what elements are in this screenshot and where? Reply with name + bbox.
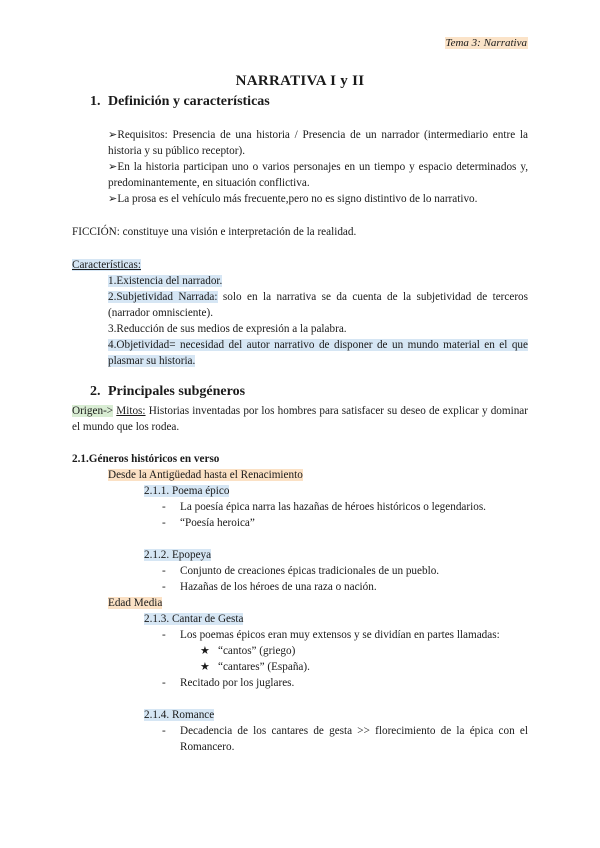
- poema-epico-item-1-text: La poesía épica narra las hazañas de héroes históricos o legendarios.: [180, 501, 486, 513]
- cantar-gesta-item-1-text: Los poemas épicos eran muy extensos y se dividían en partes llamadas:: [180, 629, 500, 641]
- star-icon: ★: [200, 661, 210, 673]
- cantar-gesta-item-2-text: Recitado por los juglares.: [180, 677, 295, 689]
- poema-epico-title-text: 2.1.1. Poema épico: [144, 485, 230, 497]
- caracteristica-item-4: [108, 337, 528, 369]
- section2-heading: [90, 384, 245, 400]
- dash-bullet: -: [162, 501, 166, 513]
- caracteristica-item-4-text: 4.Objetividad= necesidad del autor narrativo de disponer de un mundo material en el que plasmar su historia.: [108, 339, 528, 367]
- origen-paragraph: [72, 403, 528, 435]
- mitos-label: Mitos:: [116, 405, 146, 417]
- epopeya-title: [144, 547, 211, 563]
- epopeya-item-2: [162, 579, 377, 595]
- cantar-gesta-title: [144, 611, 243, 627]
- page-title: NARRATIVA I y II: [235, 73, 365, 89]
- epopeya-item-2-text: Hazañas de los héroes de una raza o nación.: [180, 581, 377, 593]
- romance-item-1: [162, 723, 528, 755]
- cantar-star-item-2-text: “cantares” (España).: [218, 661, 310, 673]
- caracteristica-item-1: [108, 273, 222, 289]
- cantar-star-item-1-text: “cantos” (griego): [218, 645, 296, 657]
- dash-bullet: -: [162, 677, 166, 689]
- origen-label: Origen->: [72, 405, 114, 417]
- running-header: Tema 3: Narrativa: [445, 37, 527, 49]
- ficcion-definition: FICCIÓN: constituye una visión e interpretación de la realidad.: [72, 226, 357, 238]
- section1-number: 1.: [90, 94, 101, 109]
- section1-heading: [90, 94, 270, 110]
- dash-bullet: -: [162, 725, 166, 737]
- poema-epico-item-2-text: “Poesía heroica”: [180, 517, 255, 529]
- romance-title: [144, 707, 214, 723]
- prosa-paragraph: ➢La prosa es el vehículo más frecuente,pero no es signo distintivo de lo narrativo.: [108, 193, 478, 205]
- caracteristica-item-1-text: 1.Existencia del narrador.: [108, 275, 223, 287]
- poema-epico-item-2: [162, 515, 255, 531]
- romance-item-1-text: Decadencia de los cantares de gesta >> florecimiento de la épica con el Romancero.: [180, 725, 528, 753]
- section1-title: Definición y características: [108, 94, 270, 109]
- cantar-gesta-item-1: [162, 627, 500, 643]
- caracteristica-item-2: [108, 289, 528, 321]
- epopeya-item-1: [162, 563, 439, 579]
- star-icon: ★: [200, 645, 210, 657]
- caracteristicas-label: [72, 257, 141, 273]
- section2-title: Principales subgéneros: [108, 384, 246, 399]
- epopeya-item-1-text: Conjunto de creaciones épicas tradicionales de un pueblo.: [180, 565, 440, 577]
- dash-bullet: -: [162, 581, 166, 593]
- romance-title-text: 2.1.4. Romance: [144, 709, 215, 721]
- caracteristica-item-2-text: solo en la narrativa se da cuenta de la subjetividad de terceros (narrador omnisciente).: [108, 291, 528, 319]
- period-edad-media-text: Edad Media: [108, 597, 163, 609]
- cantar-star-item-2: [200, 659, 310, 675]
- cantar-star-item-1: [200, 643, 295, 659]
- period-edad-media: [108, 595, 162, 611]
- origen-text: Historias inventadas por los hombres para satisfacer su deseo de explicar y dominar el mundo que los rodea.: [72, 405, 529, 433]
- period-antiguedad: [108, 467, 303, 483]
- caracteristica-item-2-label: 2.Subjetividad Narrada:: [108, 291, 218, 303]
- dash-bullet: -: [162, 629, 166, 641]
- caracteristica-item-3: 3.Reducción de sus medios de expresión a la palabra.: [108, 323, 347, 335]
- dash-bullet: -: [162, 565, 166, 577]
- cantar-gesta-title-text: 2.1.3. Cantar de Gesta: [144, 613, 244, 625]
- poema-epico-item-1: [162, 499, 486, 515]
- dash-bullet: -: [162, 517, 166, 529]
- period-antiguedad-text: Desde la Antigüedad hasta el Renacimiento: [108, 469, 303, 481]
- personajes-paragraph: ➢En la historia participan uno o varios personajes en un tiempo y espacio determinados y, predominantemente, en situación conflictiva.: [108, 161, 528, 189]
- subsection-2-1-heading: 2.1.Géneros históricos en verso: [72, 453, 220, 465]
- cantar-gesta-item-2: [162, 675, 294, 691]
- caracteristicas-label-text: Características:: [72, 259, 141, 271]
- poema-epico-title: [144, 483, 229, 499]
- requisitos-paragraph: ➢Requisitos: Presencia de una historia / Presencia de un narrador (intermediario entre la historia y su público receptor).: [108, 129, 528, 157]
- epopeya-title-text: 2.1.2. Epopeya: [144, 549, 212, 561]
- section2-number: 2.: [90, 384, 101, 399]
